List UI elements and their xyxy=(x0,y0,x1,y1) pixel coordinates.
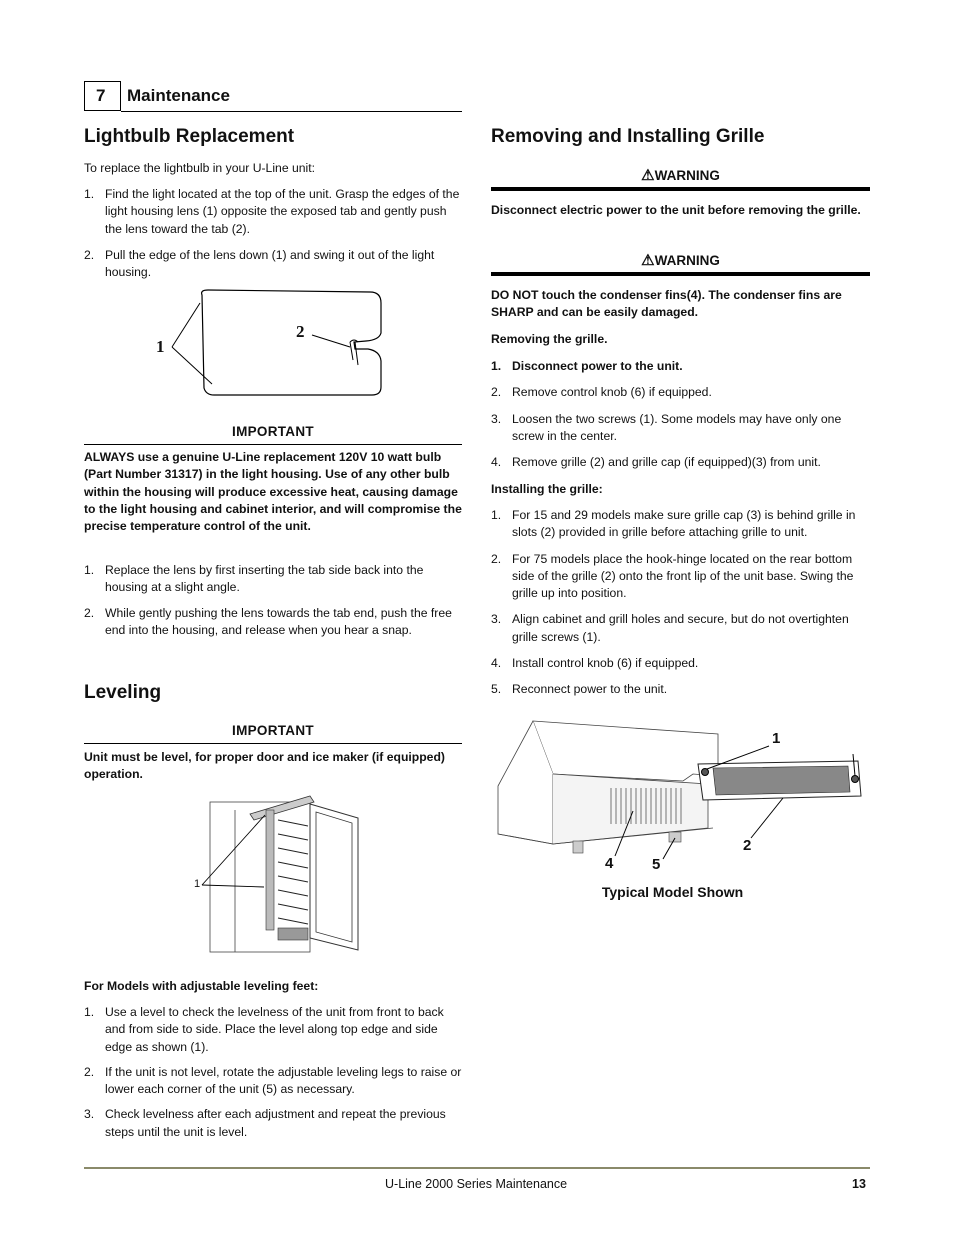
list-item: 2. For 75 models place the hook-hinge located on the rear bottom side of the grille (2) onto the front lip of the unit base. Swing the grille up into position. xyxy=(491,551,854,601)
leveling-important-text: Unit must be level, for proper door and ice maker (if equipped) operation. xyxy=(84,750,445,782)
leveling-title: Leveling xyxy=(84,682,162,703)
warning-1-rule xyxy=(491,187,870,191)
leveling-important-rule xyxy=(84,743,462,744)
feet-heading: For Models with adjustable leveling feet: xyxy=(84,979,319,993)
light-housing-figure xyxy=(150,285,390,400)
warning-1-text: Disconnect electric power to the unit before removing the grille. xyxy=(491,203,861,217)
lightbulb-steps-2 xyxy=(84,562,462,639)
warning-icon: ⚠ xyxy=(641,167,655,184)
footer-rule xyxy=(84,1167,870,1169)
figure-label-1: 1 xyxy=(156,337,165,356)
list-item: 2. While gently pushing the lens towards the tab end, push the free end into the housing, and release when you hear a snap. xyxy=(84,605,452,637)
important-text: ALWAYS use a genuine U-Line replacement 120V 10 watt bulb (Part Number 31317) in the light housing. Use of any other bulb within the housing will produce excessive heat, causing damage to the light housing and cabinet interior, and will compromise the precise temperature control of the unit. xyxy=(84,450,462,534)
grille-title: Removing and Installing Grille xyxy=(491,126,765,147)
list-item: 1. Use a level to check the levelness of the unit from front to back and from side to side. Place the level along top edge and side edge as shown (1). xyxy=(84,1005,444,1054)
list-item: 1. Replace the lens by first inserting the tab side back into the housing at a slight angle. xyxy=(84,563,424,595)
lightbulb-steps xyxy=(84,186,462,281)
list-item: 4. Remove grille (2) and grille cap (if equipped)(3) from unit. xyxy=(491,455,821,470)
list-item: 1. Disconnect power to the unit. xyxy=(491,359,683,373)
leveling-figure xyxy=(190,790,370,965)
grille-figure xyxy=(493,716,873,876)
removing-heading: Removing the grille. xyxy=(491,332,608,346)
warning-2-label: ⚠WARNING xyxy=(641,252,720,269)
leveling-important-label: IMPORTANT xyxy=(232,723,314,738)
chapter-title: Maintenance xyxy=(127,86,230,105)
list-item: 2. Remove control knob (6) if equipped. xyxy=(491,385,712,400)
grille-label-4: 4 xyxy=(605,855,614,872)
grille-label-5: 5 xyxy=(652,856,661,873)
warning-2-rule xyxy=(491,272,870,276)
installing-heading: Installing the grille: xyxy=(491,482,603,496)
leveling-steps xyxy=(84,1004,462,1141)
grille-caption: Typical Model Shown xyxy=(601,884,744,900)
list-item: 1. For 15 and 29 models make sure grille cap (3) is behind grille in slots (2) provided in grille before attaching grille to unit. xyxy=(491,508,856,540)
page-number: 13 xyxy=(852,1177,866,1191)
installing-steps xyxy=(491,507,870,699)
grille-label-2: 2 xyxy=(743,837,752,854)
list-item: 1. Find the light located at the top of the unit. Grasp the edges of the light housing lens (1) opposite the exposed tab and gently push the lens toward the tab (2). xyxy=(84,187,460,236)
important-label: IMPORTANT xyxy=(232,424,314,439)
list-item: 3. Check levelness after each adjustment and repeat the previous steps until the unit is level. xyxy=(84,1107,446,1139)
warning-icon: ⚠ xyxy=(641,252,655,269)
figure-label-2: 2 xyxy=(296,322,305,341)
removing-steps xyxy=(491,358,870,471)
warning-2-text: DO NOT touch the condenser fins(4). The condenser fins are SHARP and can be easily damaged. xyxy=(491,288,842,320)
list-item: 5. Reconnect power to the unit. xyxy=(491,682,668,697)
warning-1-label: ⚠WARNING xyxy=(641,167,720,184)
grille-label-1: 1 xyxy=(772,730,781,747)
list-item: 2. If the unit is not level, rotate the adjustable leveling legs to raise or lower each corner of the unit (5) as necessary. xyxy=(84,1064,462,1097)
important-rule xyxy=(84,444,462,445)
leveling-figure-label-1: 1 xyxy=(194,878,201,890)
list-item: 2. Pull the edge of the lens down (1) and swing it out of the light housing. xyxy=(84,247,435,280)
list-item: 3. Align cabinet and grill holes and secure, but do not overtighten grille screws (1). xyxy=(491,612,849,644)
lightbulb-intro: To replace the lightbulb in your U-Line unit: xyxy=(84,161,316,175)
chapter-number: 7 xyxy=(96,86,106,105)
list-item: 3. Loosen the two screws (1). Some models may have only one screw in the center. xyxy=(491,411,842,443)
list-item: 4. Install control knob (6) if equipped. xyxy=(491,656,699,671)
footer-title: U-Line 2000 Series Maintenance xyxy=(385,1177,568,1191)
chapter-rule xyxy=(121,111,462,112)
lightbulb-title: Lightbulb Replacement xyxy=(84,126,295,147)
